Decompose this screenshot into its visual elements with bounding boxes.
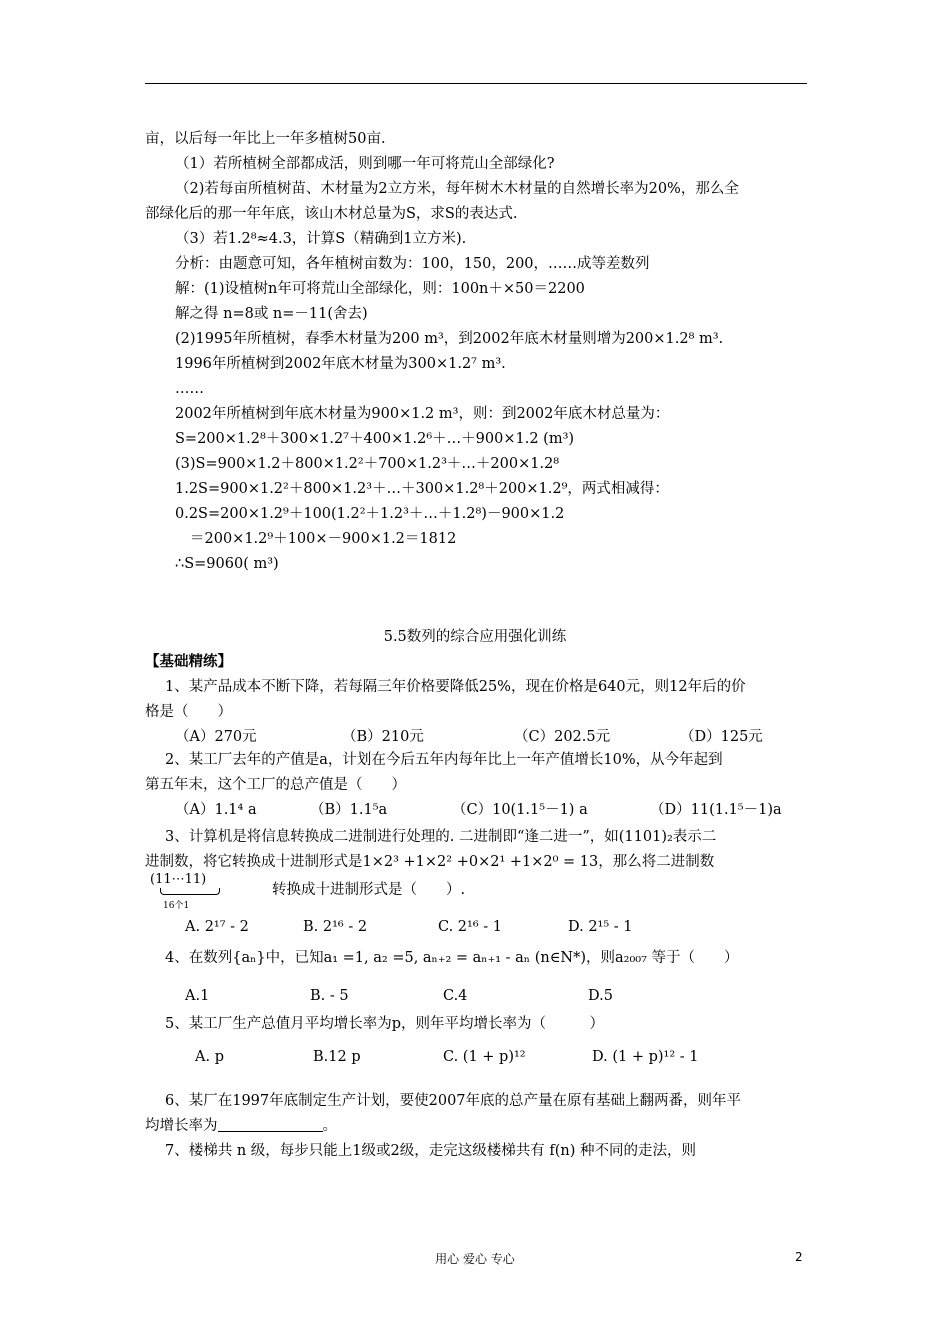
option-c: C. 2¹⁶ - 1	[438, 919, 502, 935]
option-b: B. - 5	[310, 988, 349, 1004]
problem-7: 7、楼梯共 n 级，每步只能上1级或2级，走完这级楼梯共有 f(n) 种不同的走法，则	[165, 1143, 696, 1159]
option-c: （C）10(1.1⁵－1) a	[452, 802, 588, 818]
header-rule	[145, 83, 807, 84]
solution-ellipsis: ……	[175, 381, 204, 397]
solution-line: ＝200×1.2⁹＋100×－900×1.2＝1812	[190, 531, 457, 547]
solution-line: 解之得 n=8或 n=－11(舍去)	[175, 306, 368, 322]
option-d: （D）11(1.1⁵－1)a	[650, 802, 782, 818]
problem-3: 3、计算机是将信息转换成二进制进行处理的. 二进制即“逢二进一”，如(1101)₂表示二	[165, 829, 717, 845]
page-footer: 用心 爱心 专心	[435, 1252, 515, 1266]
analysis: 分析：由题意可知，各年植树亩数为：100，150，200，……成等差数列	[175, 256, 650, 272]
problem-3-cont: 进制数，将它转换成十进制形式是1×2³ +1×2² +0×2¹ +1×2⁰ = 13，那么将二进制数	[145, 854, 715, 870]
question-2-cont: 部绿化后的那一年年底，该山木材总量为S，求S的表达式.	[145, 206, 518, 222]
option-c: C. (1 + p)¹²	[443, 1049, 526, 1065]
binary-note: 16个1	[163, 901, 190, 911]
solution-line: 0.2S=200×1.2⁹＋100(1.2²＋1.2³＋…＋1.2⁸)－900×1.2	[175, 506, 565, 522]
problem-5: 5、某工厂生产总值月平均增长率为p，则年平均增长率为（ ）	[165, 1016, 605, 1032]
solution-line: 1996年所植树到2002年底木材量为300×1.2⁷ m³.	[175, 356, 506, 372]
solution-line: (3)S=900×1.2＋800×1.2²＋700×1.2³＋…＋200×1.2⁸	[175, 456, 560, 472]
solution-line: S=200×1.2⁸＋300×1.2⁷＋400×1.2⁶＋…＋900×1.2 (m³)	[175, 431, 575, 447]
solution-line: 解：(1)设植树n年可将荒山全部绿化，则：100n＋×50＝2200	[175, 281, 585, 297]
option-d: D. 2¹⁵ - 1	[568, 919, 633, 935]
option-d: D. (1 + p)¹² - 1	[592, 1049, 699, 1065]
section-heading: 【基础精练】	[145, 653, 232, 670]
problem-4: 4、在数列{aₙ}中，已知a₁ =1, a₂ =5, aₙ₊₂ = aₙ₊₁ - aₙ (n∈N*)，则a₂₀₀₇ 等于（ ）	[165, 950, 739, 966]
problem-1: 1、某产品成本不断下降，若每隔三年价格要降低25%，现在价格是640元，则12年后的价	[165, 679, 746, 695]
option-c: （C）202.5元	[514, 729, 611, 745]
option-b: B. 2¹⁶ - 2	[303, 919, 368, 935]
problem-1-cont: 格是（ ）	[145, 704, 232, 720]
option-a: A. p	[195, 1049, 224, 1065]
question-2: （2)若每亩所植树苗、木材量为2立方米，每年树木木材量的自然增长率为20%，那么全	[175, 181, 739, 197]
option-b: （B）1.1⁵a	[310, 802, 388, 818]
problem-3-cont: 转换成十进制形式是（ ）.	[272, 882, 466, 898]
solution-line: 1.2S=900×1.2²＋800×1.2³＋…＋300×1.2⁸＋200×1.2⁹，两式相减得：	[175, 481, 669, 497]
option-d: D.5	[588, 988, 613, 1004]
option-a: （A）270元	[175, 729, 257, 745]
option-b: （B）210元	[342, 729, 424, 745]
page-number: 2	[795, 1250, 803, 1264]
underbrace	[160, 888, 220, 895]
problem-2: 2、某工厂去年的产值是a，计划在今后五年内每年比上一年产值增长10%，从今年起到	[165, 752, 723, 768]
solution-line: 2002年所植树到年底木材量为900×1.2 m³，则：到2002年底木材总量为：	[175, 406, 670, 422]
problem-6-cont: 均增长率为 。	[145, 1118, 337, 1134]
option-c: C.4	[443, 988, 468, 1004]
question-1: （1）若所植树全部都成活，则到哪一年可将荒山全部绿化?	[175, 156, 555, 172]
option-a: （A）1.1⁴ a	[175, 802, 257, 818]
section-title: 5.5数列的综合应用强化训练	[383, 629, 567, 645]
binary-number: (11⋯11)	[150, 872, 207, 887]
problem-2-cont: 第五年末，这个工厂的总产值是（ ）	[145, 777, 406, 793]
text-line: 亩，以后每一年比上一年多植树50亩.	[145, 131, 386, 147]
problem-6: 6、某厂在1997年底制定生产计划，要使2007年底的总产量在原有基础上翻两番，则年平	[165, 1093, 742, 1109]
option-a: A. 2¹⁷ - 2	[185, 919, 249, 935]
solution-line: (2)1995年所植树，春季木材量为200 m³，到2002年底木材量则增为200×1.2⁸ m³.	[175, 331, 724, 347]
option-b: B.12 p	[313, 1049, 361, 1065]
answer-blank[interactable]	[218, 1117, 323, 1132]
solution-result: ∴S=9060( m³)	[175, 556, 279, 572]
option-d: （D）125元	[680, 729, 763, 745]
option-a: A.1	[185, 988, 210, 1004]
question-3: （3）若1.2⁸≈4.3，计算S（精确到1立方米).	[175, 231, 467, 247]
